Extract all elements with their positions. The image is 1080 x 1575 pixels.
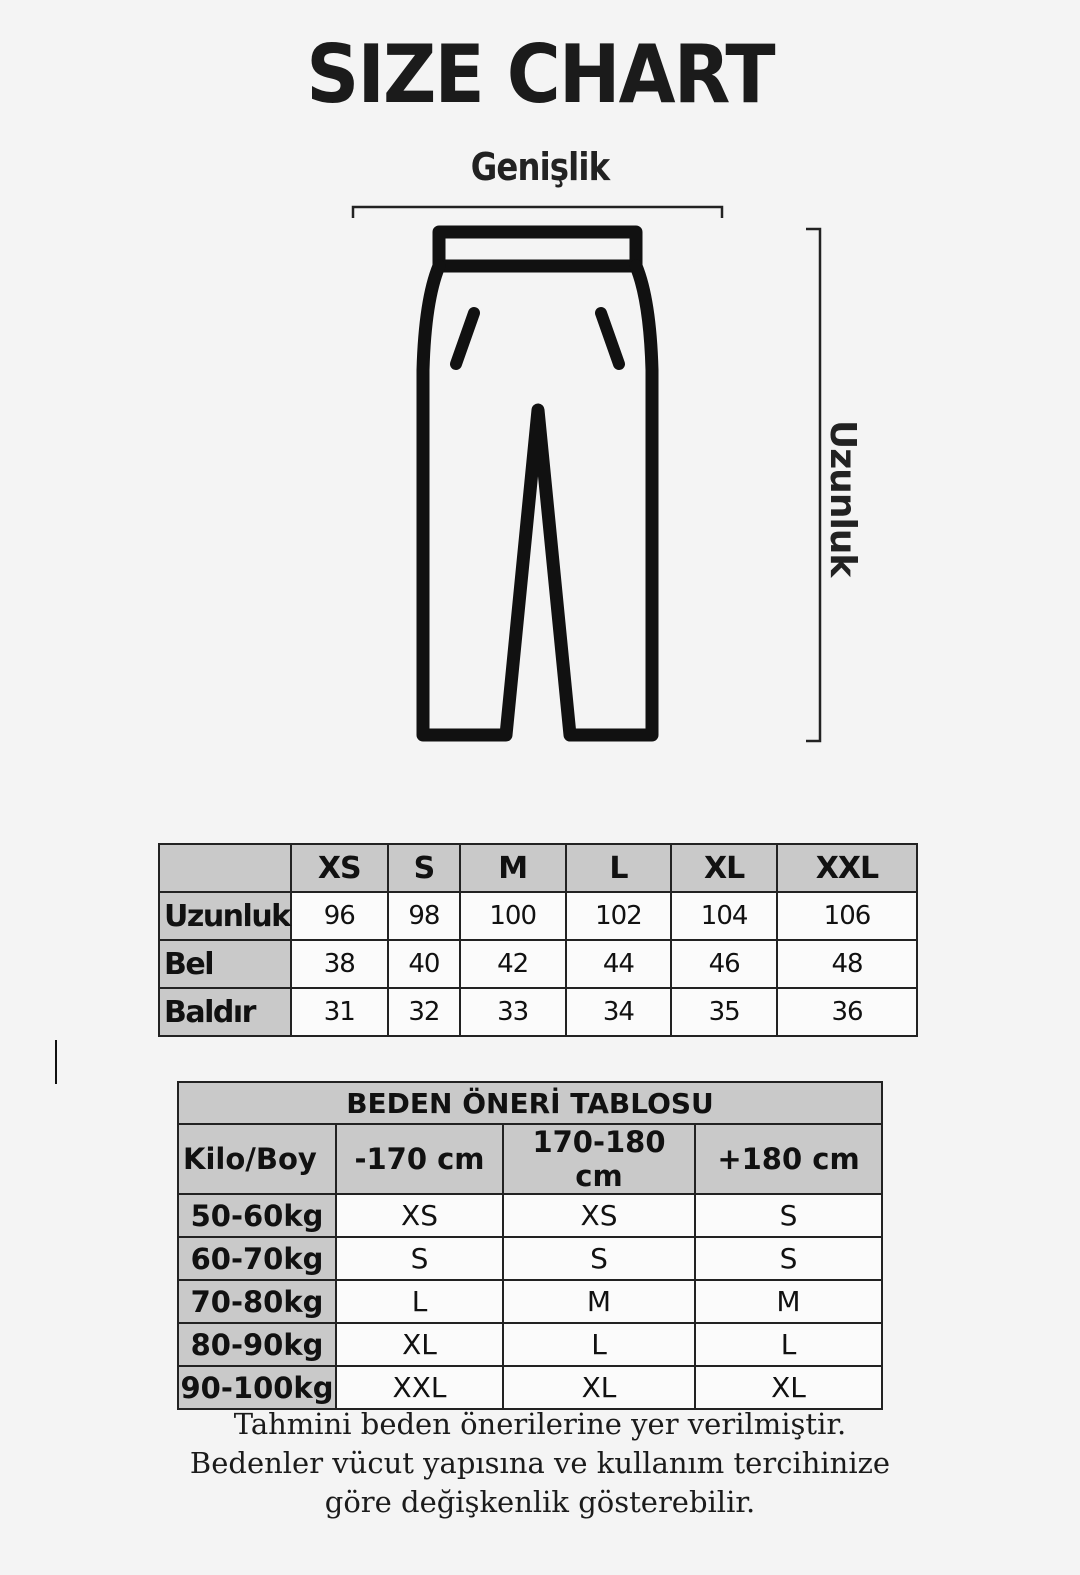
size-cell: 42 (460, 940, 566, 988)
recommendation-cell: S (503, 1237, 695, 1280)
table-row (178, 1280, 882, 1323)
weight-row-label: 70-80kg (178, 1280, 336, 1323)
size-row-label: Uzunluk (159, 892, 291, 940)
size-cell: 106 (777, 892, 917, 940)
size-cell: 100 (460, 892, 566, 940)
width-label: Genişlik (470, 145, 610, 189)
size-cell: 98 (388, 892, 460, 940)
size-cell: 46 (671, 940, 777, 988)
table-row (178, 1237, 882, 1280)
table-row (159, 940, 917, 988)
weight-row-label: 50-60kg (178, 1194, 336, 1237)
recommendation-cell: XS (503, 1194, 695, 1237)
size-cell: 38 (291, 940, 388, 988)
size-table-header (159, 844, 917, 892)
length-label: Uzunluk (822, 420, 863, 577)
note-line: Bedenler vücut yapısına ve kullanım tercihinize (189, 1446, 891, 1480)
recommendation-cell: L (695, 1323, 882, 1366)
pants-outline (423, 266, 652, 735)
table-row (178, 1323, 882, 1366)
right-pocket (601, 313, 619, 364)
size-col-header: XS (291, 844, 388, 892)
size-cell: 48 (777, 940, 917, 988)
size-col-header: XL (671, 844, 777, 892)
size-col-header: S (388, 844, 460, 892)
recommendation-table-title: BEDEN ÖNERİ TABLOSU (178, 1082, 882, 1124)
recommendation-cell: XL (695, 1366, 882, 1409)
recommendation-cell: S (336, 1237, 503, 1280)
recommendation-cell: M (503, 1280, 695, 1323)
recommendation-cell: M (695, 1280, 882, 1323)
size-cell: 40 (388, 940, 460, 988)
disclaimer-note (0, 1405, 1080, 1522)
size-cell: 32 (388, 988, 460, 1036)
size-row-label: Baldır (159, 988, 291, 1036)
recommendation-cell: S (695, 1237, 882, 1280)
size-col-header: L (566, 844, 672, 892)
table-row (159, 892, 917, 940)
recommendation-cell: XL (336, 1323, 503, 1366)
recommendation-header-row (178, 1124, 882, 1194)
text-cursor (55, 1040, 57, 1084)
weight-row-label: 90-100kg (178, 1366, 336, 1409)
page-title: SIZE CHART (306, 28, 774, 121)
recommendation-cell: L (503, 1323, 695, 1366)
height-col-header: 170-180 cm (503, 1124, 695, 1194)
recommendation-cell: S (695, 1194, 882, 1237)
size-cell: 104 (671, 892, 777, 940)
table-row (178, 1366, 882, 1409)
size-cell: 44 (566, 940, 672, 988)
note-line: göre değişkenlik gösterebilir. (324, 1485, 756, 1519)
recommendation-table (177, 1081, 883, 1410)
width-bracket (353, 207, 722, 218)
size-cell: 31 (291, 988, 388, 1036)
size-cell: 33 (460, 988, 566, 1036)
recommendation-cell: XS (336, 1194, 503, 1237)
height-col-header: +180 cm (695, 1124, 882, 1194)
weight-row-label: 60-70kg (178, 1237, 336, 1280)
size-cell: 35 (671, 988, 777, 1036)
recommendation-corner: Kilo/Boy (178, 1124, 336, 1194)
size-cell: 34 (566, 988, 672, 1036)
size-col-header: M (460, 844, 566, 892)
note-line: Tahmini beden önerilerine yer verilmiştir. (233, 1407, 847, 1441)
size-cell: 36 (777, 988, 917, 1036)
size-row-label: Bel (159, 940, 291, 988)
size-table (158, 843, 918, 1037)
recommendation-cell: L (336, 1280, 503, 1323)
recommendation-cell: XL (503, 1366, 695, 1409)
recommendation-cell: XXL (336, 1366, 503, 1409)
pants-waistband (439, 232, 636, 266)
size-col-header: XXL (777, 844, 917, 892)
left-pocket (456, 313, 474, 364)
length-bracket (806, 229, 820, 741)
weight-row-label: 80-90kg (178, 1323, 336, 1366)
size-cell: 102 (566, 892, 672, 940)
table-row (159, 988, 917, 1036)
size-table-corner (159, 844, 291, 892)
size-cell: 96 (291, 892, 388, 940)
table-row (178, 1194, 882, 1237)
height-col-header: -170 cm (336, 1124, 503, 1194)
